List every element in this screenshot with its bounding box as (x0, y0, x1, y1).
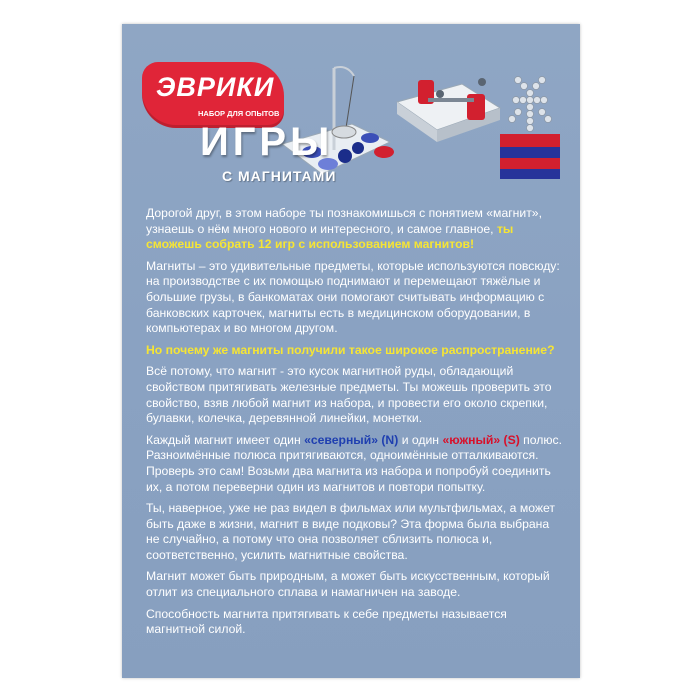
south-pole-label: «южный» (S) (442, 432, 520, 447)
north-pole-label: «северный» (N) (304, 432, 399, 447)
question-heading: Но почему же магниты получили такое широкое распространение? (146, 342, 555, 357)
poles-text-a: Каждый магнит имеет один (146, 432, 301, 447)
brand-logo (142, 62, 284, 128)
brand-tagline: НАБОР ДЛЯ ОПЫТОВ (198, 109, 280, 118)
rail-toy-icon (397, 78, 500, 142)
page-subtitle: С МАГНИТАМИ (222, 168, 337, 184)
brand-name: ЭВРИКИ (156, 72, 275, 102)
intro-text: Дорогой друг, в этом наборе ты познакомишься с понятием «магнит», узнаешь о нём много нового и интересного, и самое главное, (146, 206, 542, 236)
page-title: ИГРЫ (200, 120, 334, 164)
poles-text-b: и один (401, 432, 440, 447)
paragraph-horseshoe: Ты, наверное, уже не раз видел в фильмах или мультфильмах, а может быть даже в жизни, магнит в виде подковы? Эта форма была выбрана не случайно, а потому что она позволяет сблизить полюса и, соответственно, усилить магнитные свойства. (146, 501, 555, 562)
paragraph-uses: Магниты – это удивительные предметы, которые используются повсюду: на производстве с их помощью поднимают и перемещают тяжёлые и большие грузы, в банкоматах они помогают считывать информацию с банковских карточек, магниты есть в медицинском оборудовании, в компьютерах и во многом другом. (146, 258, 560, 336)
paragraph-force: Способность магнита притягивать к себе предметы называется магнитной силой. (146, 606, 507, 637)
paragraph-poles (146, 433, 566, 495)
magnet-balls-icon (500, 77, 560, 180)
body-text (146, 206, 566, 644)
paragraph-origin: Магнит может быть природным, а может быть искусственным, который отлит из специального сплава и намагничен на заводе. (146, 569, 550, 600)
paragraph-property: Всё потому, что магнит - это кусок магнитной руды, обладающий свойством притягивать железные предметы. Ты можешь проверить это свойство, взяв любой магнит из набора, и провести его около скрепки, булавки, колечка, деревянной линейки, монетки. (146, 364, 552, 426)
paragraph-intro (146, 206, 566, 253)
poles-text-c: полюс. Разноимённые полюса притягиваются, одноимённые отталкиваются. Проверь это сам! Возьми два магнита из набора и попробуй соединить их, а потом переверни один из магнитов и повтори попытку. (146, 432, 563, 494)
intro-highlight: ты сможешь собрать 12 игр с использованием магнитов! (146, 221, 514, 252)
instruction-card (122, 24, 580, 678)
